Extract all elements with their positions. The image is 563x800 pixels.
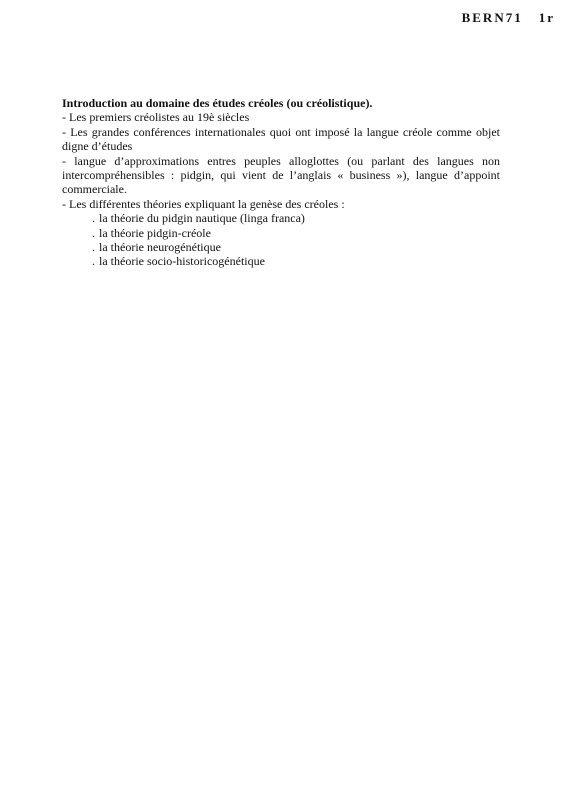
list-item	[62, 211, 500, 225]
theory-label: la théorie pidgin-créole	[99, 225, 211, 240]
list-item	[62, 240, 500, 254]
document-title: Introduction au domaine des études créoles (ou créolistique).	[62, 96, 373, 110]
bullet: .	[92, 211, 95, 226]
list-item	[62, 226, 500, 240]
theory-label: la théorie socio-historicogénétique	[99, 254, 265, 269]
document-body	[62, 96, 500, 269]
paragraph-pidgin-definition: - langue d’approximations entres peuples alloglottes (ou parlant des langues non intercompréhensibles : pidgin, qui vient de l’anglais « business »), langue d’appoint commerciale.	[62, 153, 500, 197]
page-header-reference	[462, 10, 555, 26]
theories-list	[62, 211, 500, 269]
theory-label: la théorie neurogénétique	[99, 240, 221, 255]
bullet: .	[92, 225, 95, 240]
list-item	[62, 254, 500, 268]
bullet: .	[92, 254, 95, 269]
folio-number: 1r	[538, 10, 555, 25]
paragraph-first-creolists: - Les premiers créolistes au 19è siècles	[62, 110, 250, 125]
paragraph-conferences: - Les grandes conférences internationales quoi ont imposé la langue créole comme objet digne d’études	[62, 124, 500, 154]
theory-label: la théorie du pidgin nautique (linga franca)	[99, 211, 305, 226]
document-code: BERN71	[461, 10, 523, 25]
paragraph-theories-intro: - Les différentes théories expliquant la genèse des créoles :	[62, 196, 345, 211]
bullet: .	[92, 240, 95, 255]
